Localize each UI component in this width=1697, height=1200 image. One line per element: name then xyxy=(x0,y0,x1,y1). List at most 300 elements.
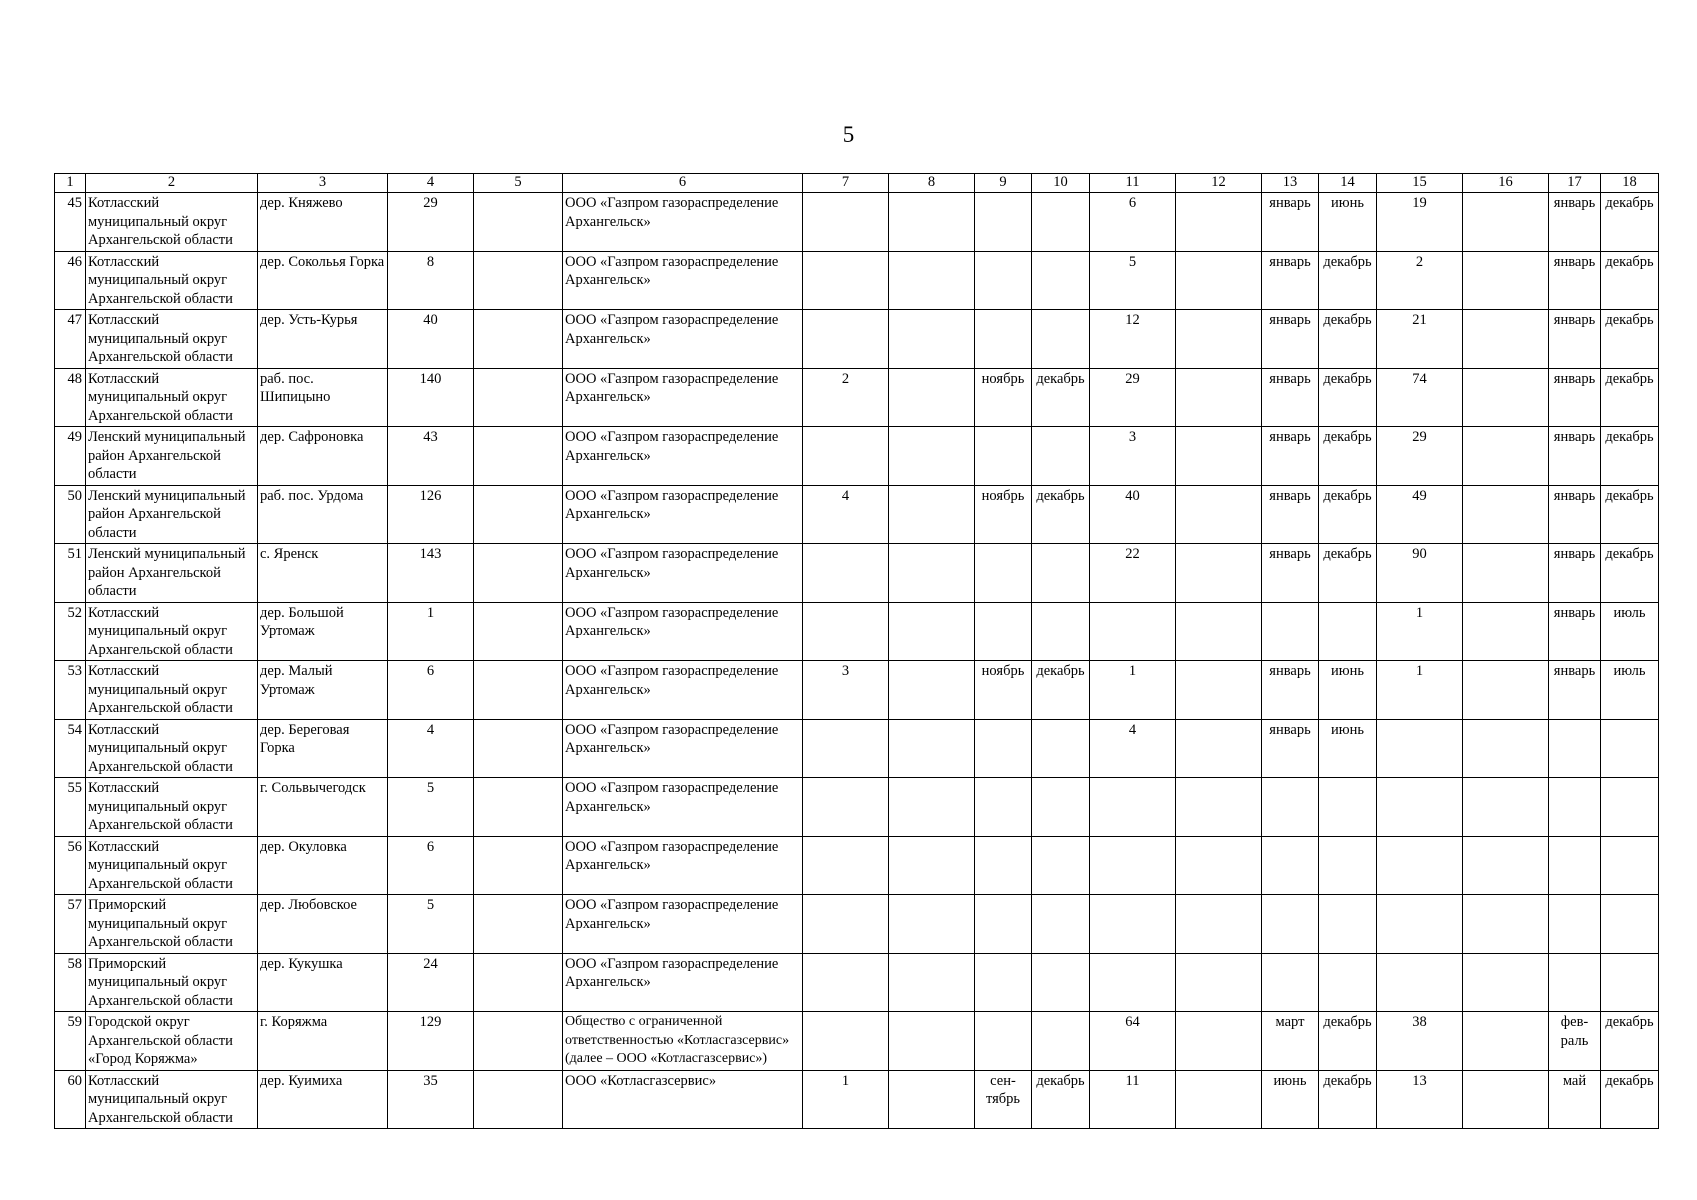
table-cell-col-3: г. Коряжма xyxy=(258,1012,388,1071)
table-cell-col-12 xyxy=(1176,602,1262,661)
table-cell-col-3: с. Яренск xyxy=(258,544,388,603)
table-cell-col-18: июль xyxy=(1601,602,1659,661)
table-cell-col-6: ООО «Газпром газораспределение Архангельск» xyxy=(563,368,803,427)
table-cell-col-6: ООО «Котласгазсервис» xyxy=(563,1070,803,1129)
table-cell-col-12 xyxy=(1176,485,1262,544)
table-cell-col-15: 49 xyxy=(1377,485,1463,544)
table-cell-col-17: январь xyxy=(1549,193,1601,252)
table-cell-col-4: 140 xyxy=(388,368,474,427)
table-cell-col-18: декабрь xyxy=(1601,193,1659,252)
table-cell-col-6: ООО «Газпром газораспределение Архангельск» xyxy=(563,251,803,310)
table-cell-col-13: январь xyxy=(1262,719,1319,778)
table-cell-col-6: ООО «Газпром газораспределение Архангельск» xyxy=(563,953,803,1012)
table-cell-col-4: 43 xyxy=(388,427,474,486)
table-cell-col-17: январь xyxy=(1549,310,1601,369)
table-cell-col-15 xyxy=(1377,895,1463,954)
table-cell-col-16 xyxy=(1463,602,1549,661)
table-cell-col-9 xyxy=(975,895,1032,954)
table-cell-col-18: декабрь xyxy=(1601,368,1659,427)
column-header-7: 7 xyxy=(803,174,889,193)
table-cell-col-15: 2 xyxy=(1377,251,1463,310)
table-cell-col-1: 58 xyxy=(55,953,86,1012)
table-cell-col-12 xyxy=(1176,310,1262,369)
table-cell-col-2: Городской округ Архангельской области «Город Коряжма» xyxy=(86,1012,258,1071)
table-cell-col-9 xyxy=(975,427,1032,486)
table-cell-col-16 xyxy=(1463,836,1549,895)
table-cell-col-16 xyxy=(1463,719,1549,778)
table-cell-col-18 xyxy=(1601,953,1659,1012)
table-cell-col-3: дер. Окуловка xyxy=(258,836,388,895)
table-row xyxy=(55,544,1659,603)
column-header-6: 6 xyxy=(563,174,803,193)
table-cell-col-16 xyxy=(1463,427,1549,486)
table-cell-col-8 xyxy=(889,778,975,837)
table-cell-col-5 xyxy=(474,310,563,369)
table-cell-col-8 xyxy=(889,661,975,720)
table-cell-col-7 xyxy=(803,310,889,369)
table-cell-col-4: 4 xyxy=(388,719,474,778)
table-cell-col-12 xyxy=(1176,778,1262,837)
table-cell-col-8 xyxy=(889,719,975,778)
table-cell-col-17: май xyxy=(1549,1070,1601,1129)
table-cell-col-15 xyxy=(1377,953,1463,1012)
table-cell-col-7 xyxy=(803,953,889,1012)
table-cell-col-1: 48 xyxy=(55,368,86,427)
table-cell-col-11: 29 xyxy=(1090,368,1176,427)
table-cell-col-18: декабрь xyxy=(1601,1012,1659,1071)
table-cell-col-11: 12 xyxy=(1090,310,1176,369)
table-cell-col-5 xyxy=(474,1070,563,1129)
table-row xyxy=(55,193,1659,252)
table-cell-col-11: 3 xyxy=(1090,427,1176,486)
table-cell-col-16 xyxy=(1463,544,1549,603)
table-cell-col-7 xyxy=(803,778,889,837)
table-cell-col-13: январь xyxy=(1262,251,1319,310)
table-cell-col-2: Приморский муниципальный округ Архангельской области xyxy=(86,895,258,954)
table-cell-col-9 xyxy=(975,1012,1032,1071)
table-cell-col-1: 54 xyxy=(55,719,86,778)
table-cell-col-17: январь xyxy=(1549,602,1601,661)
table-cell-col-14: декабрь xyxy=(1319,1070,1377,1129)
table-cell-col-12 xyxy=(1176,953,1262,1012)
table-cell-col-13: март xyxy=(1262,1012,1319,1071)
table-cell-col-5 xyxy=(474,953,563,1012)
table-cell-col-16 xyxy=(1463,1012,1549,1071)
table-cell-col-12 xyxy=(1176,1070,1262,1129)
table-cell-col-13 xyxy=(1262,778,1319,837)
table-row xyxy=(55,1070,1659,1129)
table-cell-col-12 xyxy=(1176,368,1262,427)
page-number: 5 xyxy=(842,122,855,147)
table-cell-col-10: декабрь xyxy=(1032,368,1090,427)
table-row xyxy=(55,953,1659,1012)
table-cell-col-5 xyxy=(474,193,563,252)
table-row xyxy=(55,310,1659,369)
table-cell-col-3: дер. Кукушка xyxy=(258,953,388,1012)
table-cell-col-12 xyxy=(1176,1012,1262,1071)
table-cell-col-16 xyxy=(1463,1070,1549,1129)
table-cell-col-18 xyxy=(1601,836,1659,895)
table-cell-col-3: дер. Усть-Курья xyxy=(258,310,388,369)
table-cell-col-10 xyxy=(1032,427,1090,486)
table-cell-col-14 xyxy=(1319,778,1377,837)
table-cell-col-6: ООО «Газпром газораспределение Архангельск» xyxy=(563,485,803,544)
table-cell-col-3: г. Сольвычегодск xyxy=(258,778,388,837)
column-header-2: 2 xyxy=(86,174,258,193)
table-cell-col-2: Котласский муниципальный округ Архангельской области xyxy=(86,310,258,369)
table-row xyxy=(55,1012,1659,1071)
table-cell-col-1: 57 xyxy=(55,895,86,954)
table-cell-col-15: 1 xyxy=(1377,661,1463,720)
table-cell-col-4: 6 xyxy=(388,836,474,895)
table-cell-col-16 xyxy=(1463,953,1549,1012)
table-row xyxy=(55,427,1659,486)
table-cell-col-16 xyxy=(1463,251,1549,310)
table-cell-col-13 xyxy=(1262,602,1319,661)
table-cell-col-17: январь xyxy=(1549,485,1601,544)
table-cell-col-1: 45 xyxy=(55,193,86,252)
table-cell-col-6: ООО «Газпром газораспределение Архангельск» xyxy=(563,836,803,895)
table-cell-col-2: Котласский муниципальный округ Архангельской области xyxy=(86,719,258,778)
table-cell-col-8 xyxy=(889,1012,975,1071)
table-cell-col-17 xyxy=(1549,895,1601,954)
table-cell-col-9 xyxy=(975,602,1032,661)
table-cell-col-14: июнь xyxy=(1319,661,1377,720)
table-cell-col-7 xyxy=(803,193,889,252)
table-cell-col-9 xyxy=(975,778,1032,837)
table-cell-col-4: 35 xyxy=(388,1070,474,1129)
table-cell-col-6: ООО «Газпром газораспределение Архангельск» xyxy=(563,310,803,369)
table-cell-col-16 xyxy=(1463,310,1549,369)
table-cell-col-2: Ленский муниципальный район Архангельской области xyxy=(86,427,258,486)
table-cell-col-17 xyxy=(1549,778,1601,837)
table-row xyxy=(55,602,1659,661)
table-cell-col-15: 1 xyxy=(1377,602,1463,661)
table-cell-col-10: декабрь xyxy=(1032,661,1090,720)
table-cell-col-15: 19 xyxy=(1377,193,1463,252)
table-cell-col-3: дер. Береговая Горка xyxy=(258,719,388,778)
table-cell-col-2: Ленский муниципальный район Архангельской области xyxy=(86,485,258,544)
table-cell-col-3: дер. Сафроновка xyxy=(258,427,388,486)
table-cell-col-15: 13 xyxy=(1377,1070,1463,1129)
table-cell-col-17: январь xyxy=(1549,368,1601,427)
table-cell-col-18: декабрь xyxy=(1601,427,1659,486)
table-cell-col-7: 2 xyxy=(803,368,889,427)
table-cell-col-1: 56 xyxy=(55,836,86,895)
table-cell-col-1: 53 xyxy=(55,661,86,720)
table-cell-col-10 xyxy=(1032,836,1090,895)
column-header-12: 12 xyxy=(1176,174,1262,193)
table-cell-col-15: 90 xyxy=(1377,544,1463,603)
table-cell-col-5 xyxy=(474,661,563,720)
table-cell-col-4: 29 xyxy=(388,193,474,252)
table-cell-col-3: дер. Малый Уртомаж xyxy=(258,661,388,720)
table-cell-col-18 xyxy=(1601,719,1659,778)
table-cell-col-1: 60 xyxy=(55,1070,86,1129)
table-cell-col-2: Котласский муниципальный округ Архангельской области xyxy=(86,778,258,837)
table-cell-col-14: декабрь xyxy=(1319,368,1377,427)
table-cell-col-11 xyxy=(1090,953,1176,1012)
table-cell-col-15 xyxy=(1377,778,1463,837)
table-cell-col-14 xyxy=(1319,895,1377,954)
column-header-8: 8 xyxy=(889,174,975,193)
table-cell-col-10: декабрь xyxy=(1032,485,1090,544)
table-cell-col-2: Котласский муниципальный округ Архангельской области xyxy=(86,193,258,252)
table-cell-col-1: 49 xyxy=(55,427,86,486)
table-cell-col-4: 126 xyxy=(388,485,474,544)
column-header-1: 1 xyxy=(55,174,86,193)
table-cell-col-9 xyxy=(975,193,1032,252)
table-cell-col-7 xyxy=(803,602,889,661)
column-header-9: 9 xyxy=(975,174,1032,193)
table-cell-col-5 xyxy=(474,778,563,837)
table-cell-col-17: январь xyxy=(1549,661,1601,720)
table-cell-col-7: 3 xyxy=(803,661,889,720)
table-cell-col-11: 40 xyxy=(1090,485,1176,544)
table-cell-col-4: 5 xyxy=(388,778,474,837)
table-cell-col-6: Общество с ограниченной ответственностью «Котласгазсервис» (далее – ООО «Котласгазсервис») xyxy=(563,1012,803,1071)
table-cell-col-11 xyxy=(1090,778,1176,837)
table-cell-col-12 xyxy=(1176,193,1262,252)
table-cell-col-16 xyxy=(1463,193,1549,252)
table-cell-col-5 xyxy=(474,719,563,778)
table-cell-col-1: 47 xyxy=(55,310,86,369)
table-cell-col-11 xyxy=(1090,895,1176,954)
table-cell-col-13: январь xyxy=(1262,661,1319,720)
table-cell-col-15 xyxy=(1377,836,1463,895)
table-cell-col-7 xyxy=(803,895,889,954)
table-cell-col-5 xyxy=(474,602,563,661)
table-cell-col-11: 64 xyxy=(1090,1012,1176,1071)
table-cell-col-4: 6 xyxy=(388,661,474,720)
table-cell-col-18: декабрь xyxy=(1601,485,1659,544)
table-cell-col-4: 8 xyxy=(388,251,474,310)
table-cell-col-2: Котласский муниципальный округ Архангельской области xyxy=(86,661,258,720)
table-cell-col-9: ноябрь xyxy=(975,485,1032,544)
table-cell-col-1: 50 xyxy=(55,485,86,544)
table-cell-col-7: 4 xyxy=(803,485,889,544)
table-cell-col-11: 5 xyxy=(1090,251,1176,310)
table-cell-col-9: ноябрь xyxy=(975,661,1032,720)
column-header-3: 3 xyxy=(258,174,388,193)
table-cell-col-6: ООО «Газпром газораспределение Архангельск» xyxy=(563,778,803,837)
table-cell-col-3: дер. Куимиха xyxy=(258,1070,388,1129)
table-cell-col-8 xyxy=(889,251,975,310)
table-cell-col-15: 38 xyxy=(1377,1012,1463,1071)
table-cell-col-10 xyxy=(1032,251,1090,310)
table-cell-col-3: раб. пос. Шипицыно xyxy=(258,368,388,427)
table-row xyxy=(55,368,1659,427)
table-cell-col-13: январь xyxy=(1262,193,1319,252)
table-cell-col-14: июнь xyxy=(1319,719,1377,778)
table-cell-col-18: июль xyxy=(1601,661,1659,720)
table-cell-col-10: декабрь xyxy=(1032,1070,1090,1129)
table-cell-col-8 xyxy=(889,427,975,486)
table-cell-col-18 xyxy=(1601,895,1659,954)
table-cell-col-6: ООО «Газпром газораспределение Архангельск» xyxy=(563,427,803,486)
table-cell-col-17 xyxy=(1549,836,1601,895)
table-cell-col-10 xyxy=(1032,719,1090,778)
column-header-5: 5 xyxy=(474,174,563,193)
table-cell-col-1: 55 xyxy=(55,778,86,837)
table-cell-col-13: январь xyxy=(1262,368,1319,427)
column-header-10: 10 xyxy=(1032,174,1090,193)
table-cell-col-4: 129 xyxy=(388,1012,474,1071)
table-cell-col-10 xyxy=(1032,895,1090,954)
table-cell-col-11: 1 xyxy=(1090,661,1176,720)
table-cell-col-14 xyxy=(1319,836,1377,895)
table-cell-col-4: 5 xyxy=(388,895,474,954)
table-cell-col-6: ООО «Газпром газораспределение Архангельск» xyxy=(563,193,803,252)
table-cell-col-9 xyxy=(975,544,1032,603)
table-cell-col-16 xyxy=(1463,368,1549,427)
table-cell-col-15: 74 xyxy=(1377,368,1463,427)
table-cell-col-6: ООО «Газпром газораспределение Архангельск» xyxy=(563,544,803,603)
table-cell-col-14: декабрь xyxy=(1319,310,1377,369)
table-row xyxy=(55,778,1659,837)
table-cell-col-9 xyxy=(975,251,1032,310)
table-cell-col-11: 4 xyxy=(1090,719,1176,778)
table-cell-col-8 xyxy=(889,836,975,895)
table-cell-col-14: декабрь xyxy=(1319,485,1377,544)
table-cell-col-13 xyxy=(1262,895,1319,954)
table-cell-col-8 xyxy=(889,485,975,544)
table-cell-col-4: 1 xyxy=(388,602,474,661)
table-cell-col-11: 11 xyxy=(1090,1070,1176,1129)
table-cell-col-17: январь xyxy=(1549,427,1601,486)
table-cell-col-8 xyxy=(889,368,975,427)
table-cell-col-12 xyxy=(1176,544,1262,603)
table-row xyxy=(55,485,1659,544)
table-cell-col-18: декабрь xyxy=(1601,251,1659,310)
table-cell-col-14 xyxy=(1319,602,1377,661)
table-cell-col-13: июнь xyxy=(1262,1070,1319,1129)
table-cell-col-14: декабрь xyxy=(1319,1012,1377,1071)
table-cell-col-8 xyxy=(889,953,975,1012)
table-cell-col-1: 51 xyxy=(55,544,86,603)
table-cell-col-11 xyxy=(1090,836,1176,895)
table-cell-col-11: 6 xyxy=(1090,193,1176,252)
data-table xyxy=(54,173,1659,1129)
table-cell-col-14: декабрь xyxy=(1319,544,1377,603)
table-cell-col-18 xyxy=(1601,778,1659,837)
table-cell-col-13: январь xyxy=(1262,544,1319,603)
table-cell-col-3: дер. Сокольья Горка xyxy=(258,251,388,310)
table-cell-col-8 xyxy=(889,544,975,603)
table-cell-col-18: декабрь xyxy=(1601,544,1659,603)
table-cell-col-16 xyxy=(1463,485,1549,544)
table-cell-col-6: ООО «Газпром газораспределение Архангельск» xyxy=(563,602,803,661)
table-cell-col-3: дер. Любовское xyxy=(258,895,388,954)
table-cell-col-12 xyxy=(1176,661,1262,720)
table-cell-col-10 xyxy=(1032,544,1090,603)
table-cell-col-13 xyxy=(1262,836,1319,895)
table-cell-col-8 xyxy=(889,310,975,369)
table-cell-col-10 xyxy=(1032,193,1090,252)
table-cell-col-12 xyxy=(1176,427,1262,486)
table-cell-col-15 xyxy=(1377,719,1463,778)
table-cell-col-7 xyxy=(803,544,889,603)
table-cell-col-14 xyxy=(1319,953,1377,1012)
table-row xyxy=(55,251,1659,310)
table-cell-col-2: Котласский муниципальный округ Архангельской области xyxy=(86,1070,258,1129)
table-cell-col-9: сен-тябрь xyxy=(975,1070,1032,1129)
table-cell-col-9: ноябрь xyxy=(975,368,1032,427)
table-cell-col-18: декабрь xyxy=(1601,1070,1659,1129)
table-cell-col-10 xyxy=(1032,778,1090,837)
table-cell-col-1: 59 xyxy=(55,1012,86,1071)
table-cell-col-2: Котласский муниципальный округ Архангельской области xyxy=(86,836,258,895)
table-cell-col-7 xyxy=(803,427,889,486)
column-header-18: 18 xyxy=(1601,174,1659,193)
table-cell-col-2: Ленский муниципальный район Архангельской области xyxy=(86,544,258,603)
table-row xyxy=(55,836,1659,895)
table-cell-col-7: 1 xyxy=(803,1070,889,1129)
table-cell-col-8 xyxy=(889,895,975,954)
table-cell-col-17 xyxy=(1549,953,1601,1012)
table-cell-col-14: июнь xyxy=(1319,193,1377,252)
table-cell-col-5 xyxy=(474,427,563,486)
table-cell-col-17 xyxy=(1549,719,1601,778)
table-cell-col-5 xyxy=(474,895,563,954)
table-cell-col-2: Котласский муниципальный округ Архангельской области xyxy=(86,602,258,661)
table-cell-col-3: дер. Княжево xyxy=(258,193,388,252)
table-cell-col-8 xyxy=(889,1070,975,1129)
table-cell-col-8 xyxy=(889,602,975,661)
table-cell-col-1: 52 xyxy=(55,602,86,661)
table-cell-col-5 xyxy=(474,1012,563,1071)
table-cell-col-4: 40 xyxy=(388,310,474,369)
table-cell-col-9 xyxy=(975,836,1032,895)
table-cell-col-13: январь xyxy=(1262,485,1319,544)
table-cell-col-4: 24 xyxy=(388,953,474,1012)
column-header-15: 15 xyxy=(1377,174,1463,193)
table-cell-col-18: декабрь xyxy=(1601,310,1659,369)
table-cell-col-17: фев-раль xyxy=(1549,1012,1601,1071)
table-cell-col-13: январь xyxy=(1262,310,1319,369)
table-cell-col-9 xyxy=(975,310,1032,369)
table-cell-col-2: Приморский муниципальный округ Архангельской области xyxy=(86,953,258,1012)
table-cell-col-5 xyxy=(474,251,563,310)
table-cell-col-6: ООО «Газпром газораспределение Архангельск» xyxy=(563,895,803,954)
table-cell-col-13 xyxy=(1262,953,1319,1012)
column-header-13: 13 xyxy=(1262,174,1319,193)
table-cell-col-8 xyxy=(889,193,975,252)
table-cell-col-4: 143 xyxy=(388,544,474,603)
table-cell-col-16 xyxy=(1463,661,1549,720)
table-cell-col-5 xyxy=(474,836,563,895)
table-cell-col-15: 21 xyxy=(1377,310,1463,369)
table-cell-col-2: Котласский муниципальный округ Архангельской области xyxy=(86,368,258,427)
table-cell-col-12 xyxy=(1176,895,1262,954)
table-header-row xyxy=(55,174,1659,193)
table-cell-col-11 xyxy=(1090,602,1176,661)
table-cell-col-12 xyxy=(1176,251,1262,310)
table-cell-col-5 xyxy=(474,368,563,427)
table-cell-col-14: декабрь xyxy=(1319,251,1377,310)
table-cell-col-17: январь xyxy=(1549,251,1601,310)
table-cell-col-15: 29 xyxy=(1377,427,1463,486)
table-cell-col-6: ООО «Газпром газораспределение Архангельск» xyxy=(563,719,803,778)
table-cell-col-16 xyxy=(1463,895,1549,954)
table-cell-col-3: дер. Большой Уртомаж xyxy=(258,602,388,661)
table-cell-col-10 xyxy=(1032,953,1090,1012)
table-cell-col-12 xyxy=(1176,836,1262,895)
table-cell-col-11: 22 xyxy=(1090,544,1176,603)
table-cell-col-9 xyxy=(975,719,1032,778)
table-cell-col-6: ООО «Газпром газораспределение Архангельск» xyxy=(563,661,803,720)
table-cell-col-5 xyxy=(474,485,563,544)
